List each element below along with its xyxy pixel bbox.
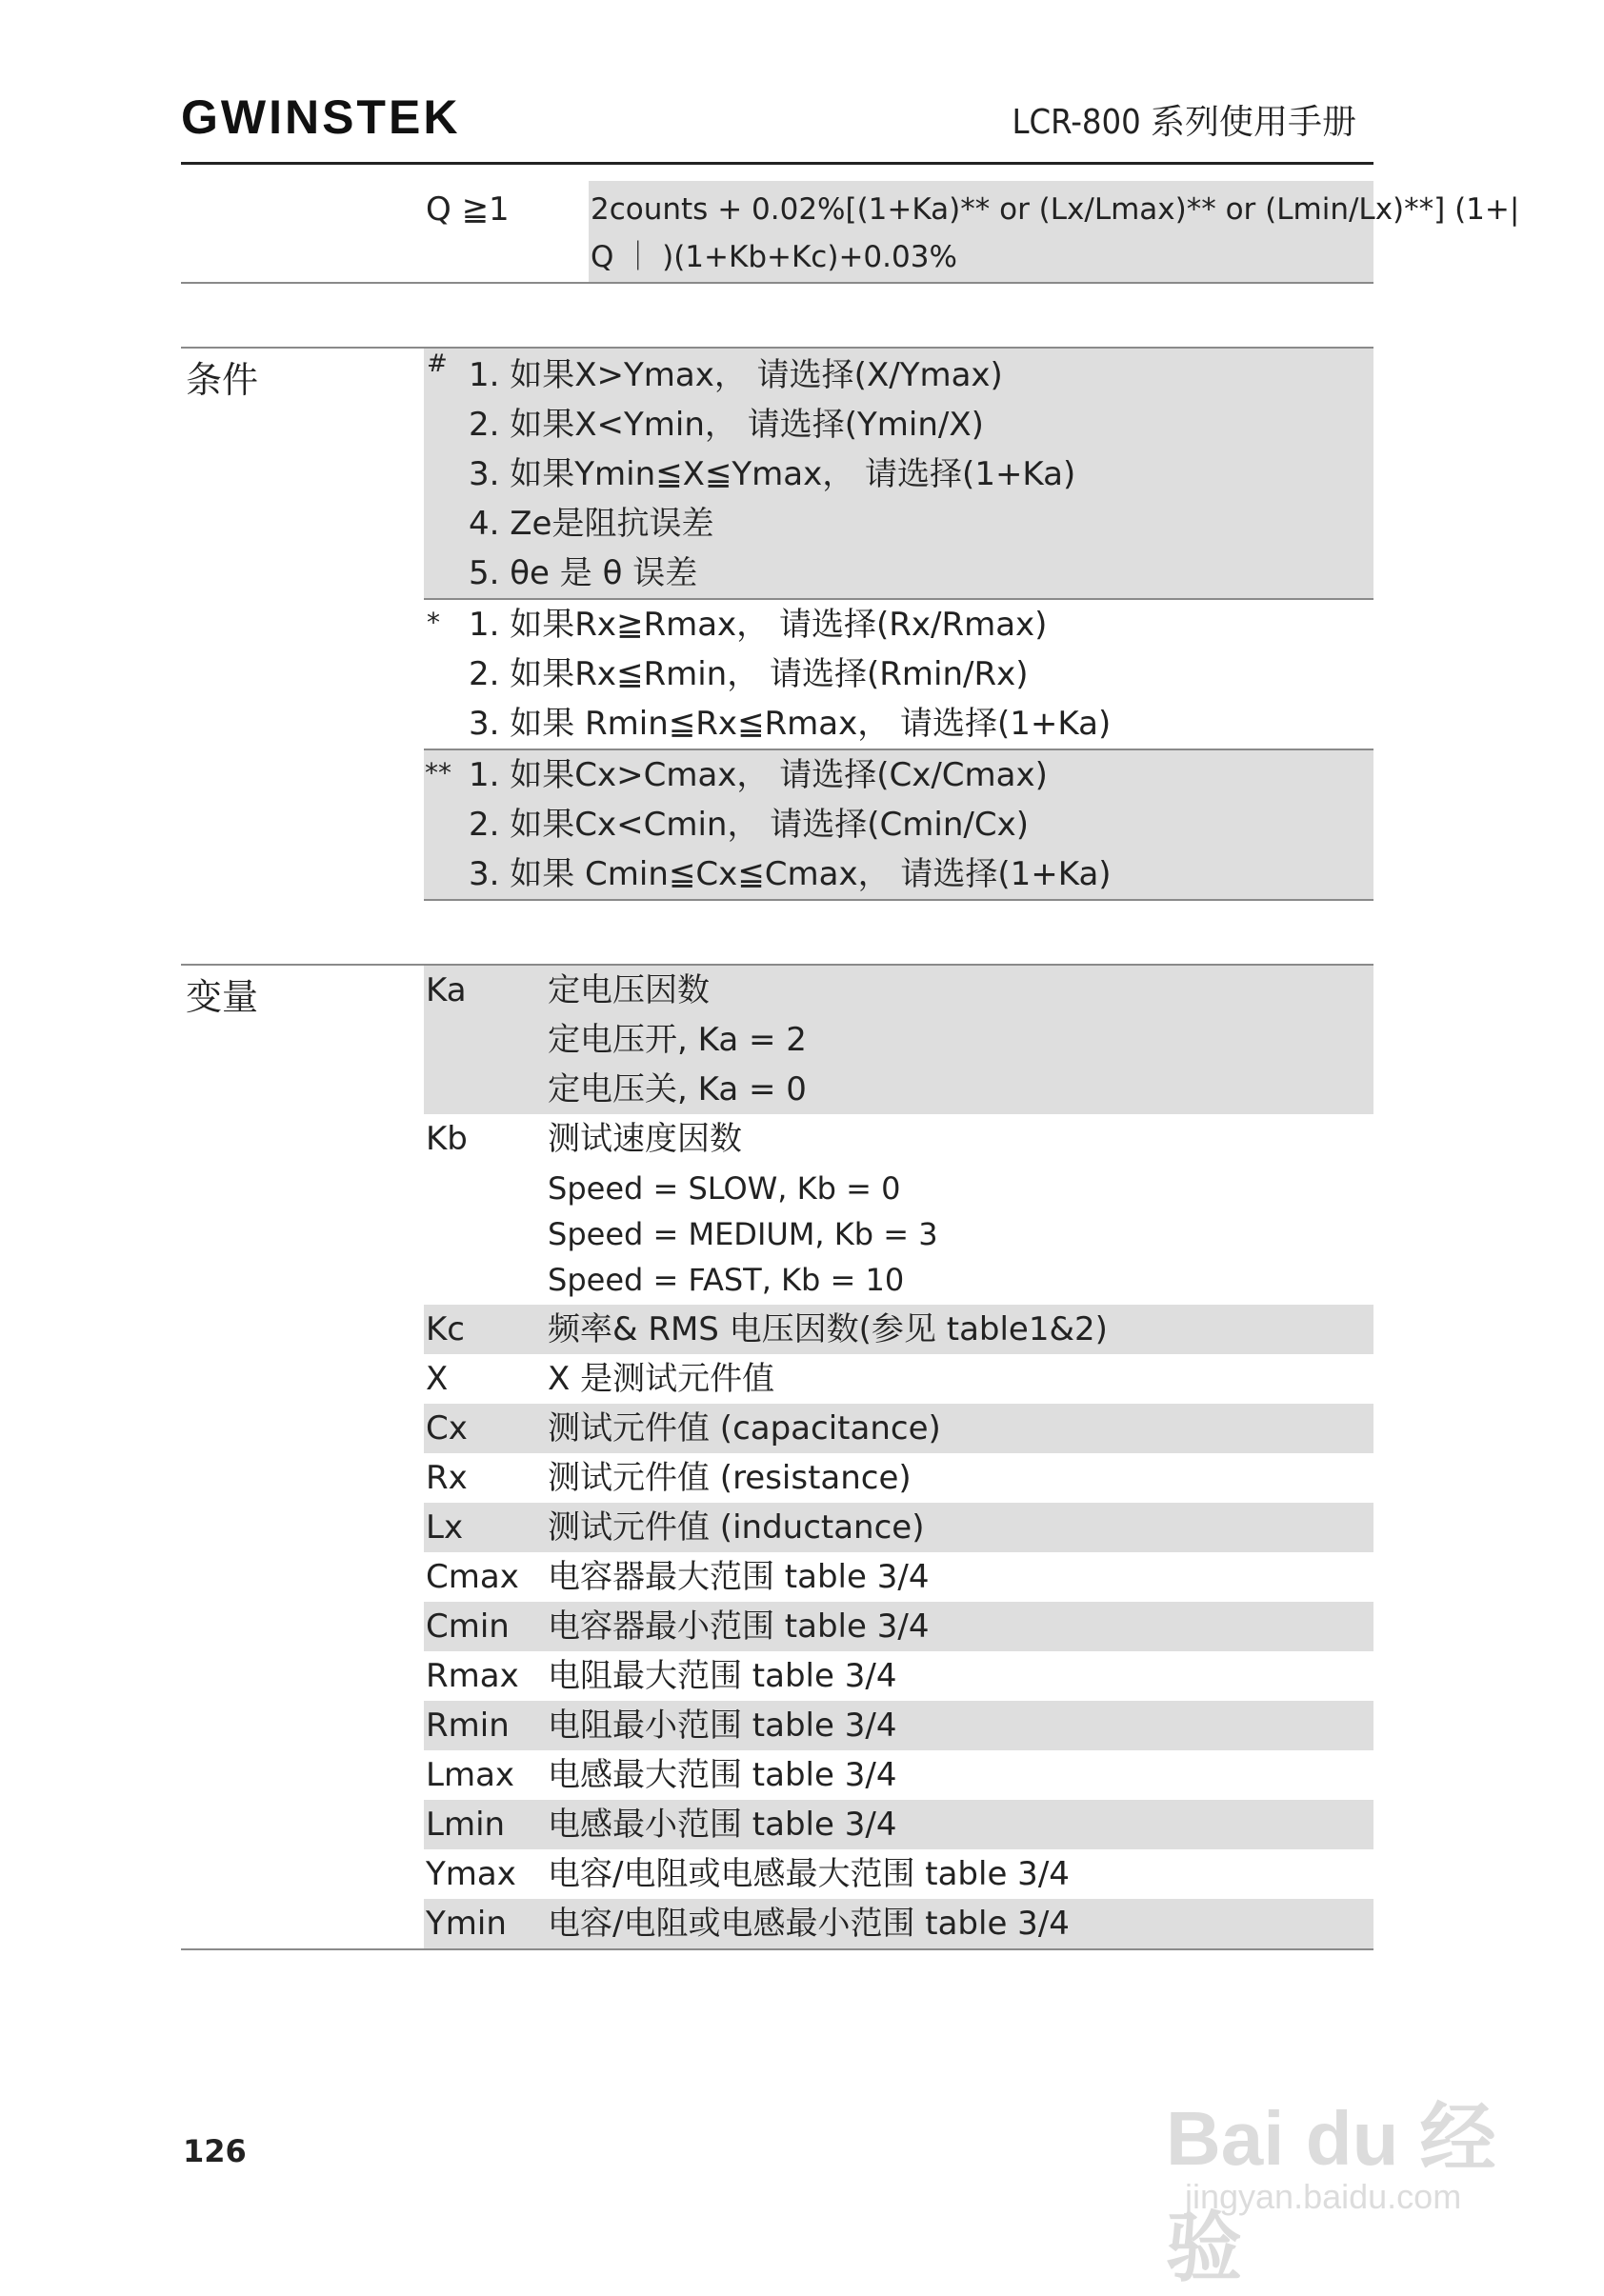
page-number: 126 xyxy=(183,2133,247,2169)
q-formula-line-1: 2counts + 0.02%[(1+Ka)** or (Lx/Lmax)** or (Lmin/Lx)**] (1+| xyxy=(591,192,1520,227)
variable-name: Lmax xyxy=(426,1756,515,1794)
variables-bottom-rule xyxy=(181,1948,1373,1950)
condition-item: 1. 如果Cx>Cmax， 请选择(Cx/Cmax) xyxy=(469,756,1048,794)
variable-name: Lx xyxy=(426,1508,464,1547)
condition-item: 2. 如果Cx<Cmin， 请选择(Cmin/Cx) xyxy=(469,806,1029,844)
variable-description: 电容器最大范围 table 3/4 xyxy=(548,1558,930,1596)
condition-group-mark: # xyxy=(427,349,448,378)
q-condition: Q ≧1 xyxy=(426,190,510,229)
condition-group-mark: * xyxy=(427,607,440,638)
watermark-logo-text: Bai du 经验 xyxy=(1166,2096,1496,2290)
condition-item: 5. θe 是 θ 误差 xyxy=(469,554,698,592)
variable-description: Speed = SLOW, Kb = 0 xyxy=(548,1170,901,1207)
condition-group-mark: ** xyxy=(425,757,451,789)
brand-logo: GWINSTEK xyxy=(181,90,461,144)
condition-item: 2. 如果X<Ymin， 请选择(Ymin/X) xyxy=(469,406,984,444)
variable-name: Kb xyxy=(426,1120,468,1158)
condition-item: 3. 如果Ymin≦X≦Ymax， 请选择(1+Ka) xyxy=(469,455,1076,493)
variable-name: Lmin xyxy=(426,1806,506,1844)
variable-name: Kc xyxy=(426,1310,465,1348)
variable-name: Rx xyxy=(426,1459,468,1497)
variable-name: Ymin xyxy=(426,1905,507,1943)
condition-item: 1. 如果Rx≧Rmax， 请选择(Rx/Rmax) xyxy=(469,606,1048,644)
variable-description: Speed = MEDIUM, Kb = 3 xyxy=(548,1216,938,1252)
variable-description: 频率& RMS 电压因数(参见 table1&2) xyxy=(548,1310,1108,1348)
condition-item: 3. 如果 Rmin≦Rx≦Rmax， 请选择(1+Ka) xyxy=(469,705,1112,743)
variable-name: Cmax xyxy=(426,1558,519,1596)
conditions-label: 条件 xyxy=(186,359,259,401)
condition-item: 4. Ze是阻抗误差 xyxy=(469,505,714,543)
variable-description: 测试元件值 (resistance) xyxy=(548,1459,912,1497)
variable-name: Rmax xyxy=(426,1657,519,1695)
variable-description: 电感最大范围 table 3/4 xyxy=(548,1756,897,1794)
variable-name: X xyxy=(426,1360,449,1398)
variable-description: 测试元件值 (capacitance) xyxy=(548,1409,941,1447)
variable-description: 电感最小范围 table 3/4 xyxy=(548,1806,897,1844)
variable-description: Speed = FAST, Kb = 10 xyxy=(548,1262,905,1298)
q-row-bottom-rule xyxy=(181,282,1373,284)
condition-item: 3. 如果 Cmin≦Cx≦Cmax， 请选择(1+Ka) xyxy=(469,855,1112,893)
variable-description: 电容/电阻或电感最大范围 table 3/4 xyxy=(548,1855,1070,1893)
variable-description: X 是测试元件值 xyxy=(548,1360,775,1398)
variable-description: 测试速度因数 xyxy=(548,1120,742,1158)
header-rule xyxy=(181,162,1373,165)
variable-description: 电容器最小范围 table 3/4 xyxy=(548,1607,930,1646)
variables-label: 变量 xyxy=(186,976,259,1018)
variable-name: Cmin xyxy=(426,1607,510,1646)
watermark-url: jingyan.baidu.com xyxy=(1185,2177,1462,2216)
variable-description: 电阻最大范围 table 3/4 xyxy=(548,1657,897,1695)
document-title: LCR-800 系列使用手册 xyxy=(1012,103,1356,142)
variable-description: 定电压开, Ka = 2 xyxy=(548,1021,807,1059)
q-formula-line-2: Q ｜ )(1+Kb+Kc)+0.03% xyxy=(591,240,957,274)
variable-name: Rmin xyxy=(426,1707,510,1745)
variable-description: 定电压关, Ka = 0 xyxy=(548,1070,807,1108)
conditions-bottom-rule xyxy=(424,899,1373,901)
variable-description: 测试元件值 (inductance) xyxy=(548,1508,925,1547)
variable-description: 电阻最小范围 table 3/4 xyxy=(548,1707,897,1745)
baidu-watermark xyxy=(1166,2039,1547,2290)
condition-item: 2. 如果Rx≦Rmin， 请选择(Rmin/Rx) xyxy=(469,655,1029,693)
variable-name: Cx xyxy=(426,1409,468,1447)
condition-item: 1. 如果X>Ymax， 请选择(X/Ymax) xyxy=(469,356,1003,394)
variable-name: Ymax xyxy=(426,1855,516,1893)
variable-name: Ka xyxy=(426,971,467,1009)
variable-description: 定电压因数 xyxy=(548,971,710,1009)
variable-description: 电容/电阻或电感最小范围 table 3/4 xyxy=(548,1905,1070,1943)
